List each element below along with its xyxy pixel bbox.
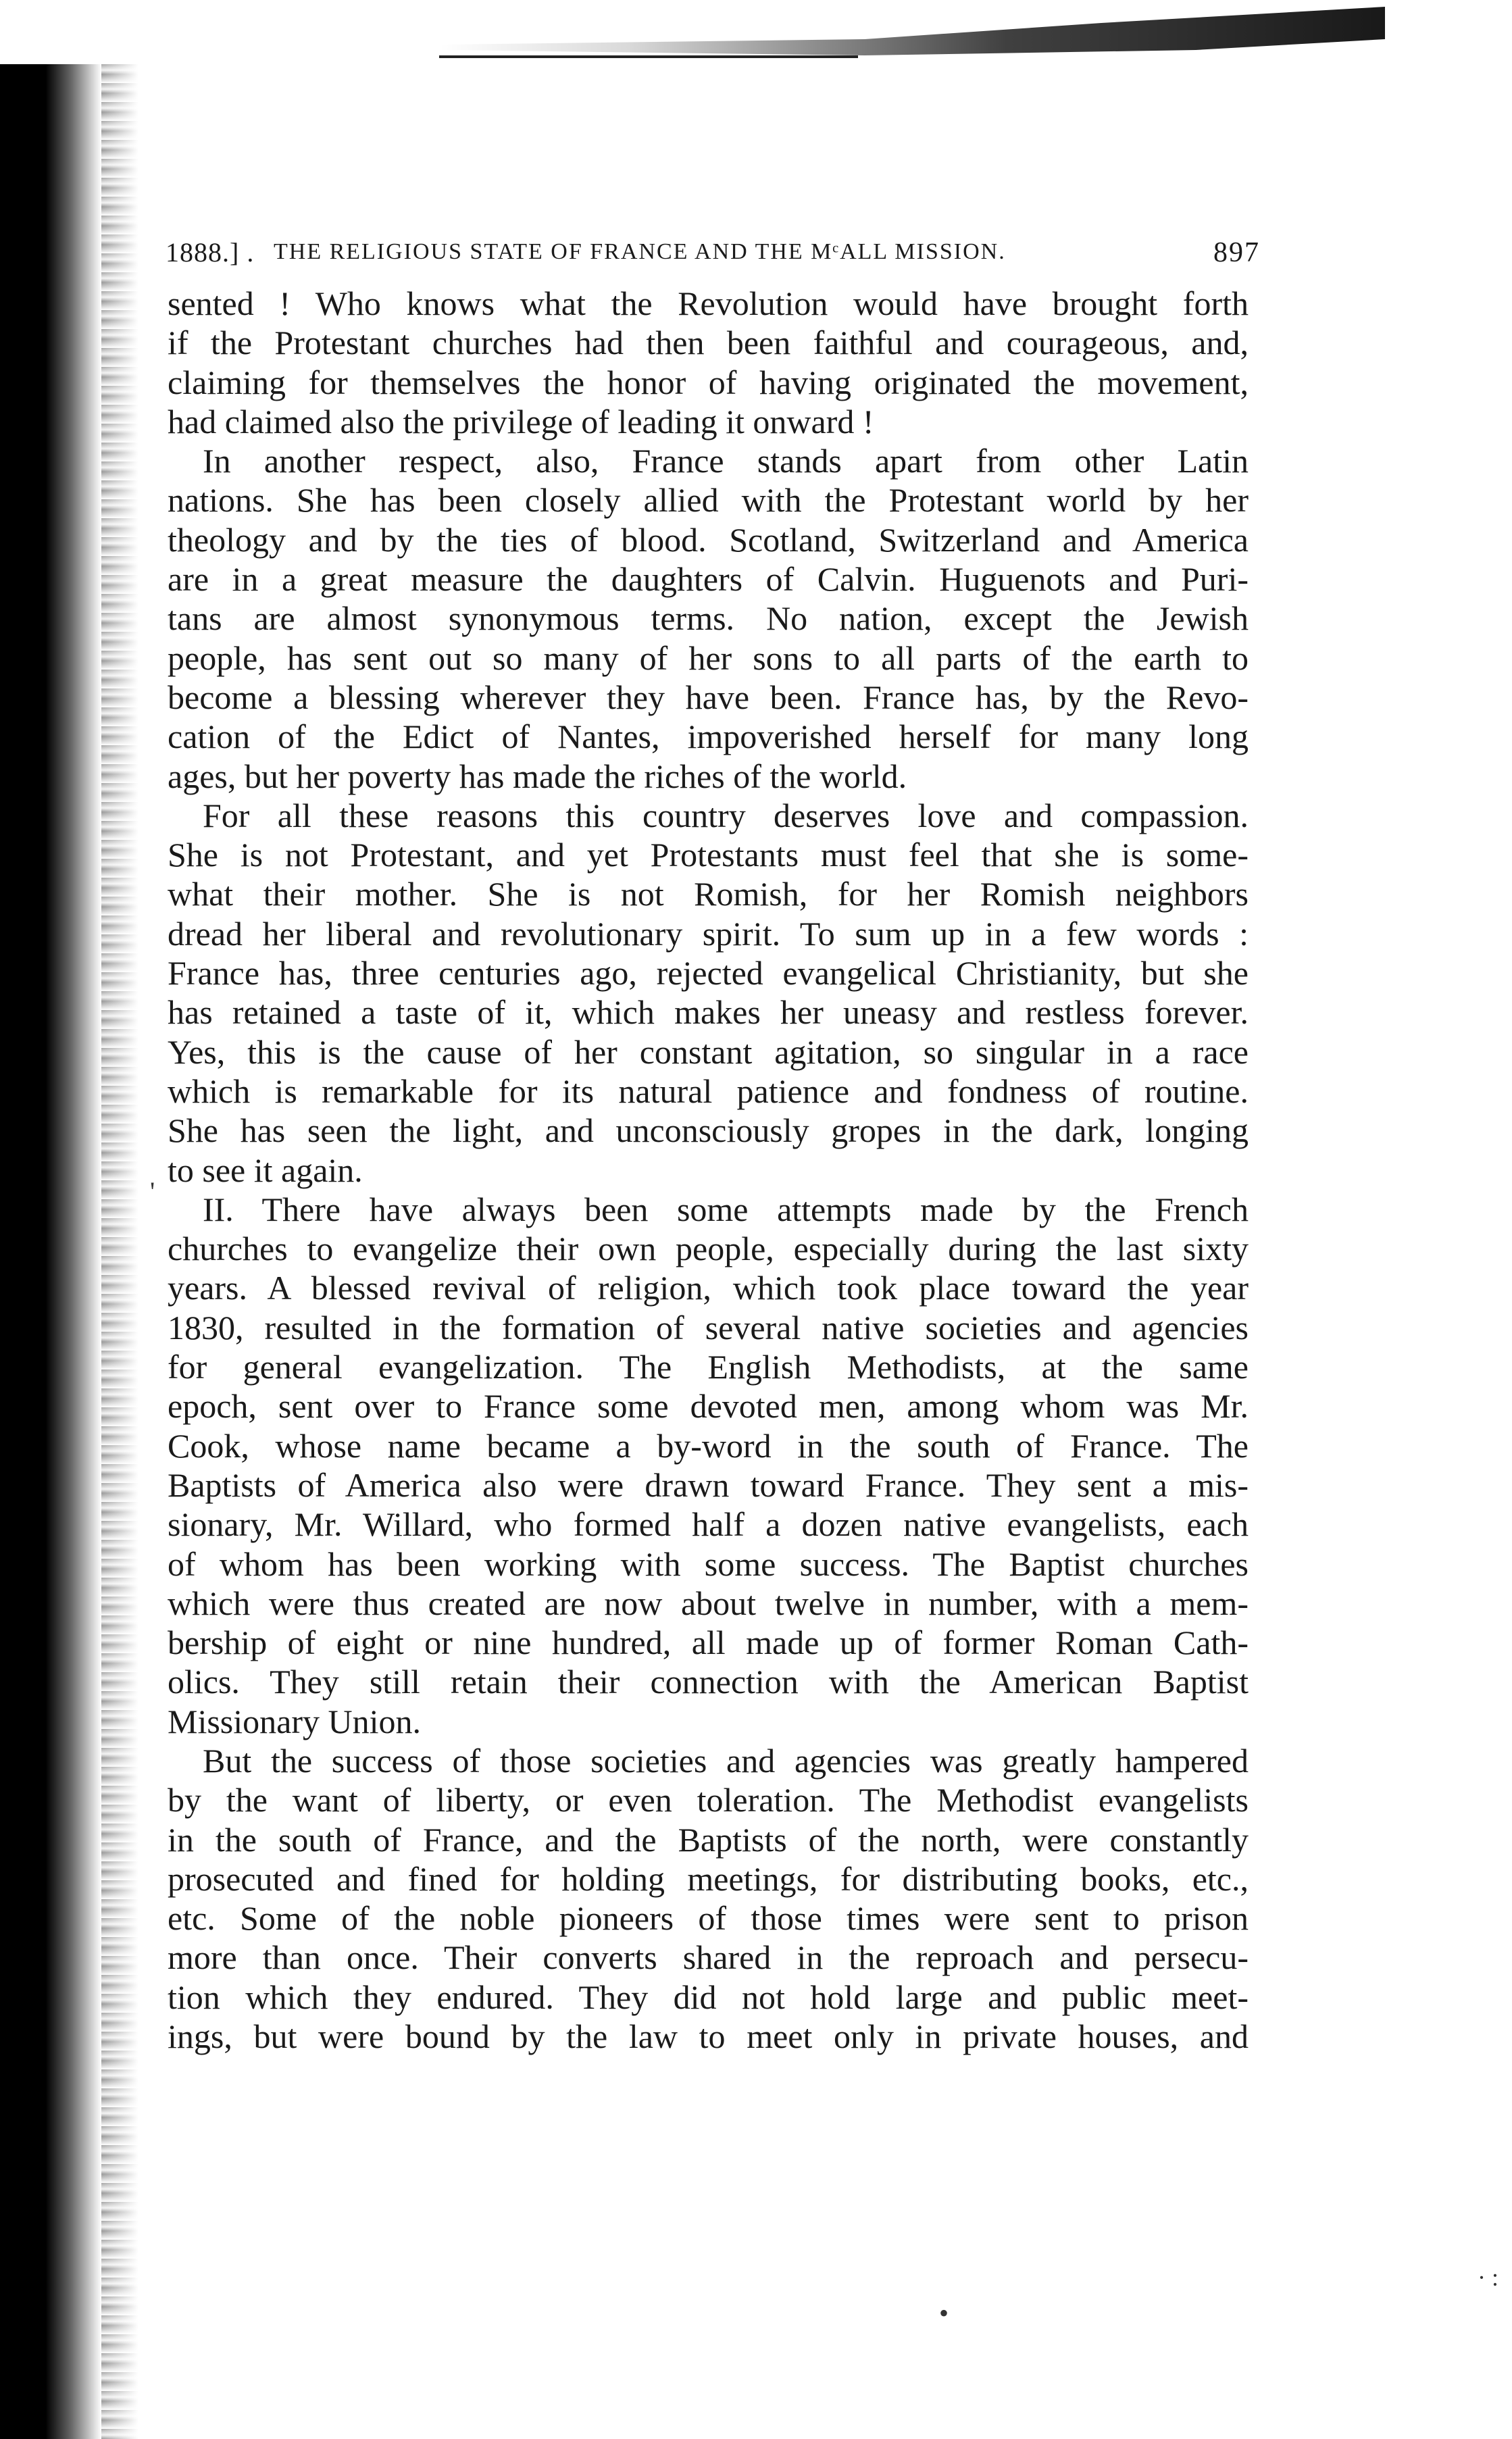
text-line: people, has sent out so many of her sons to all parts of the earth to: [168, 638, 1249, 677]
text-line: For all these reasons this country deserves love and compassion.: [203, 796, 1249, 834]
page-number: 897: [1213, 237, 1260, 268]
text-line: She is not Protestant, and yet Protestants must feel that she is some-: [168, 836, 1249, 874]
text-line: France has, three centuries ago, rejected evangelical Christianity, but she: [168, 954, 1249, 992]
text-line: claiming for themselves the honor of having originated the movement,: [168, 363, 1249, 401]
text-line: has retained a taste of it, which makes her uneasy and restless forever.: [168, 993, 1249, 1032]
text-line: dread her liberal and revolutionary spirit. To sum up in a few words :: [168, 914, 1249, 953]
text-line: 1830, resulted in the formation of several native societies and agencies: [168, 1308, 1249, 1347]
text-line: churches to evangelize their own people, especially during the last sixty: [168, 1230, 1249, 1268]
text-line: olics. They still retain their connection with the American Baptist: [168, 1663, 1249, 1701]
text-line: epoch, sent over to France some devoted men, among whom was Mr.: [168, 1387, 1249, 1426]
header-title: THE RELIGIOUS STATE OF FRANCE AND THE MᶜALL MISSION.: [274, 239, 1006, 264]
text-line: etc. Some of the noble pioneers of those times were sent to prison: [168, 1899, 1249, 1938]
text-line: She has seen the light, and unconsciously gropes in the dark, longing: [168, 1111, 1249, 1150]
text-line: ings, but were bound by the law to meet only in private houses, and: [168, 2017, 1249, 2056]
text-line: Missionary Union.: [168, 1702, 421, 1740]
text-line: In another respect, also, France stands apart from other Latin: [203, 442, 1249, 480]
text-line: prosecuted and fined for holding meetings, for distributing books, etc.,: [168, 1859, 1249, 1898]
header-year: 1888.] .: [166, 237, 255, 268]
text-line: are in a great measure the daughters of Calvin. Huguenots and Puri-: [168, 560, 1249, 599]
text-line: which is remarkable for its natural patience and fondness of routine.: [168, 1072, 1249, 1110]
text-line: Yes, this is the cause of her constant agitation, so singular in a race: [168, 1032, 1249, 1071]
text-line: ages, but her poverty has made the riches of the world.: [168, 757, 907, 795]
text-line: what their mother. She is not Romish, for her Romish neighbors: [168, 875, 1249, 913]
speck-mark: •: [939, 2298, 949, 2328]
text-line: cation of the Edict of Nantes, impoverished herself for many long: [168, 718, 1249, 756]
text-line: years. A blessed revival of religion, which took place toward the year: [168, 1269, 1249, 1307]
binding-shadow: [0, 64, 101, 2439]
article-body: [168, 284, 1249, 2056]
text-line: of whom has been working with some success. The Baptist churches: [168, 1544, 1249, 1583]
text-line: nations. She has been closely allied with the Protestant world by her: [168, 481, 1249, 520]
binding-shadow-edge: [101, 64, 138, 2439]
text-line: tans are almost synonymous terms. No nation, except the Jewish: [168, 599, 1249, 638]
text-line: if the Protestant churches had then been faithful and courageous, and,: [168, 324, 1249, 362]
text-line: to see it again.: [168, 1151, 363, 1189]
text-line: for general evangelization. The English Methodists, at the same: [168, 1348, 1249, 1386]
text-line: bership of eight or nine hundred, all made up of former Roman Cath-: [168, 1624, 1249, 1662]
text-line: sented ! Who knows what the Revolution would have brought forth: [168, 284, 1249, 322]
running-header: [166, 230, 1260, 277]
text-line: more than once. Their converts shared in the reproach and persecu-: [168, 1938, 1249, 1977]
text-line: become a blessing wherever they have been. France has, by the Revo-: [168, 678, 1249, 716]
text-line: in the south of France, and the Baptists of the north, were constantly: [168, 1820, 1249, 1859]
text-line: theology and by the ties of blood. Scotland, Switzerland and America: [168, 520, 1249, 559]
speck-mark: · :: [1478, 2264, 1498, 2291]
scan-smudge: [439, 7, 1385, 61]
text-line: had claimed also the privilege of leading it onward !: [168, 402, 874, 441]
text-line: But the success of those societies and agencies was greatly hampered: [203, 1741, 1249, 1780]
text-line: sionary, Mr. Willard, who formed half a dozen native evangelists, each: [168, 1505, 1249, 1544]
text-line: tion which they endured. They did not hold large and public meet-: [168, 1978, 1249, 2016]
text-line: by the want of liberty, or even toleration. The Methodist evangelists: [168, 1781, 1249, 1819]
text-line: Cook, whose name became a by-word in the south of France. The: [168, 1426, 1249, 1465]
speck-mark: ': [150, 1176, 155, 1207]
text-line: which were thus created are now about twelve in number, with a mem-: [168, 1584, 1249, 1622]
scan-rule: [439, 55, 858, 58]
text-line: Baptists of America also were drawn toward France. They sent a mis-: [168, 1465, 1249, 1504]
text-line: II. There have always been some attempts made by the French: [203, 1190, 1249, 1228]
